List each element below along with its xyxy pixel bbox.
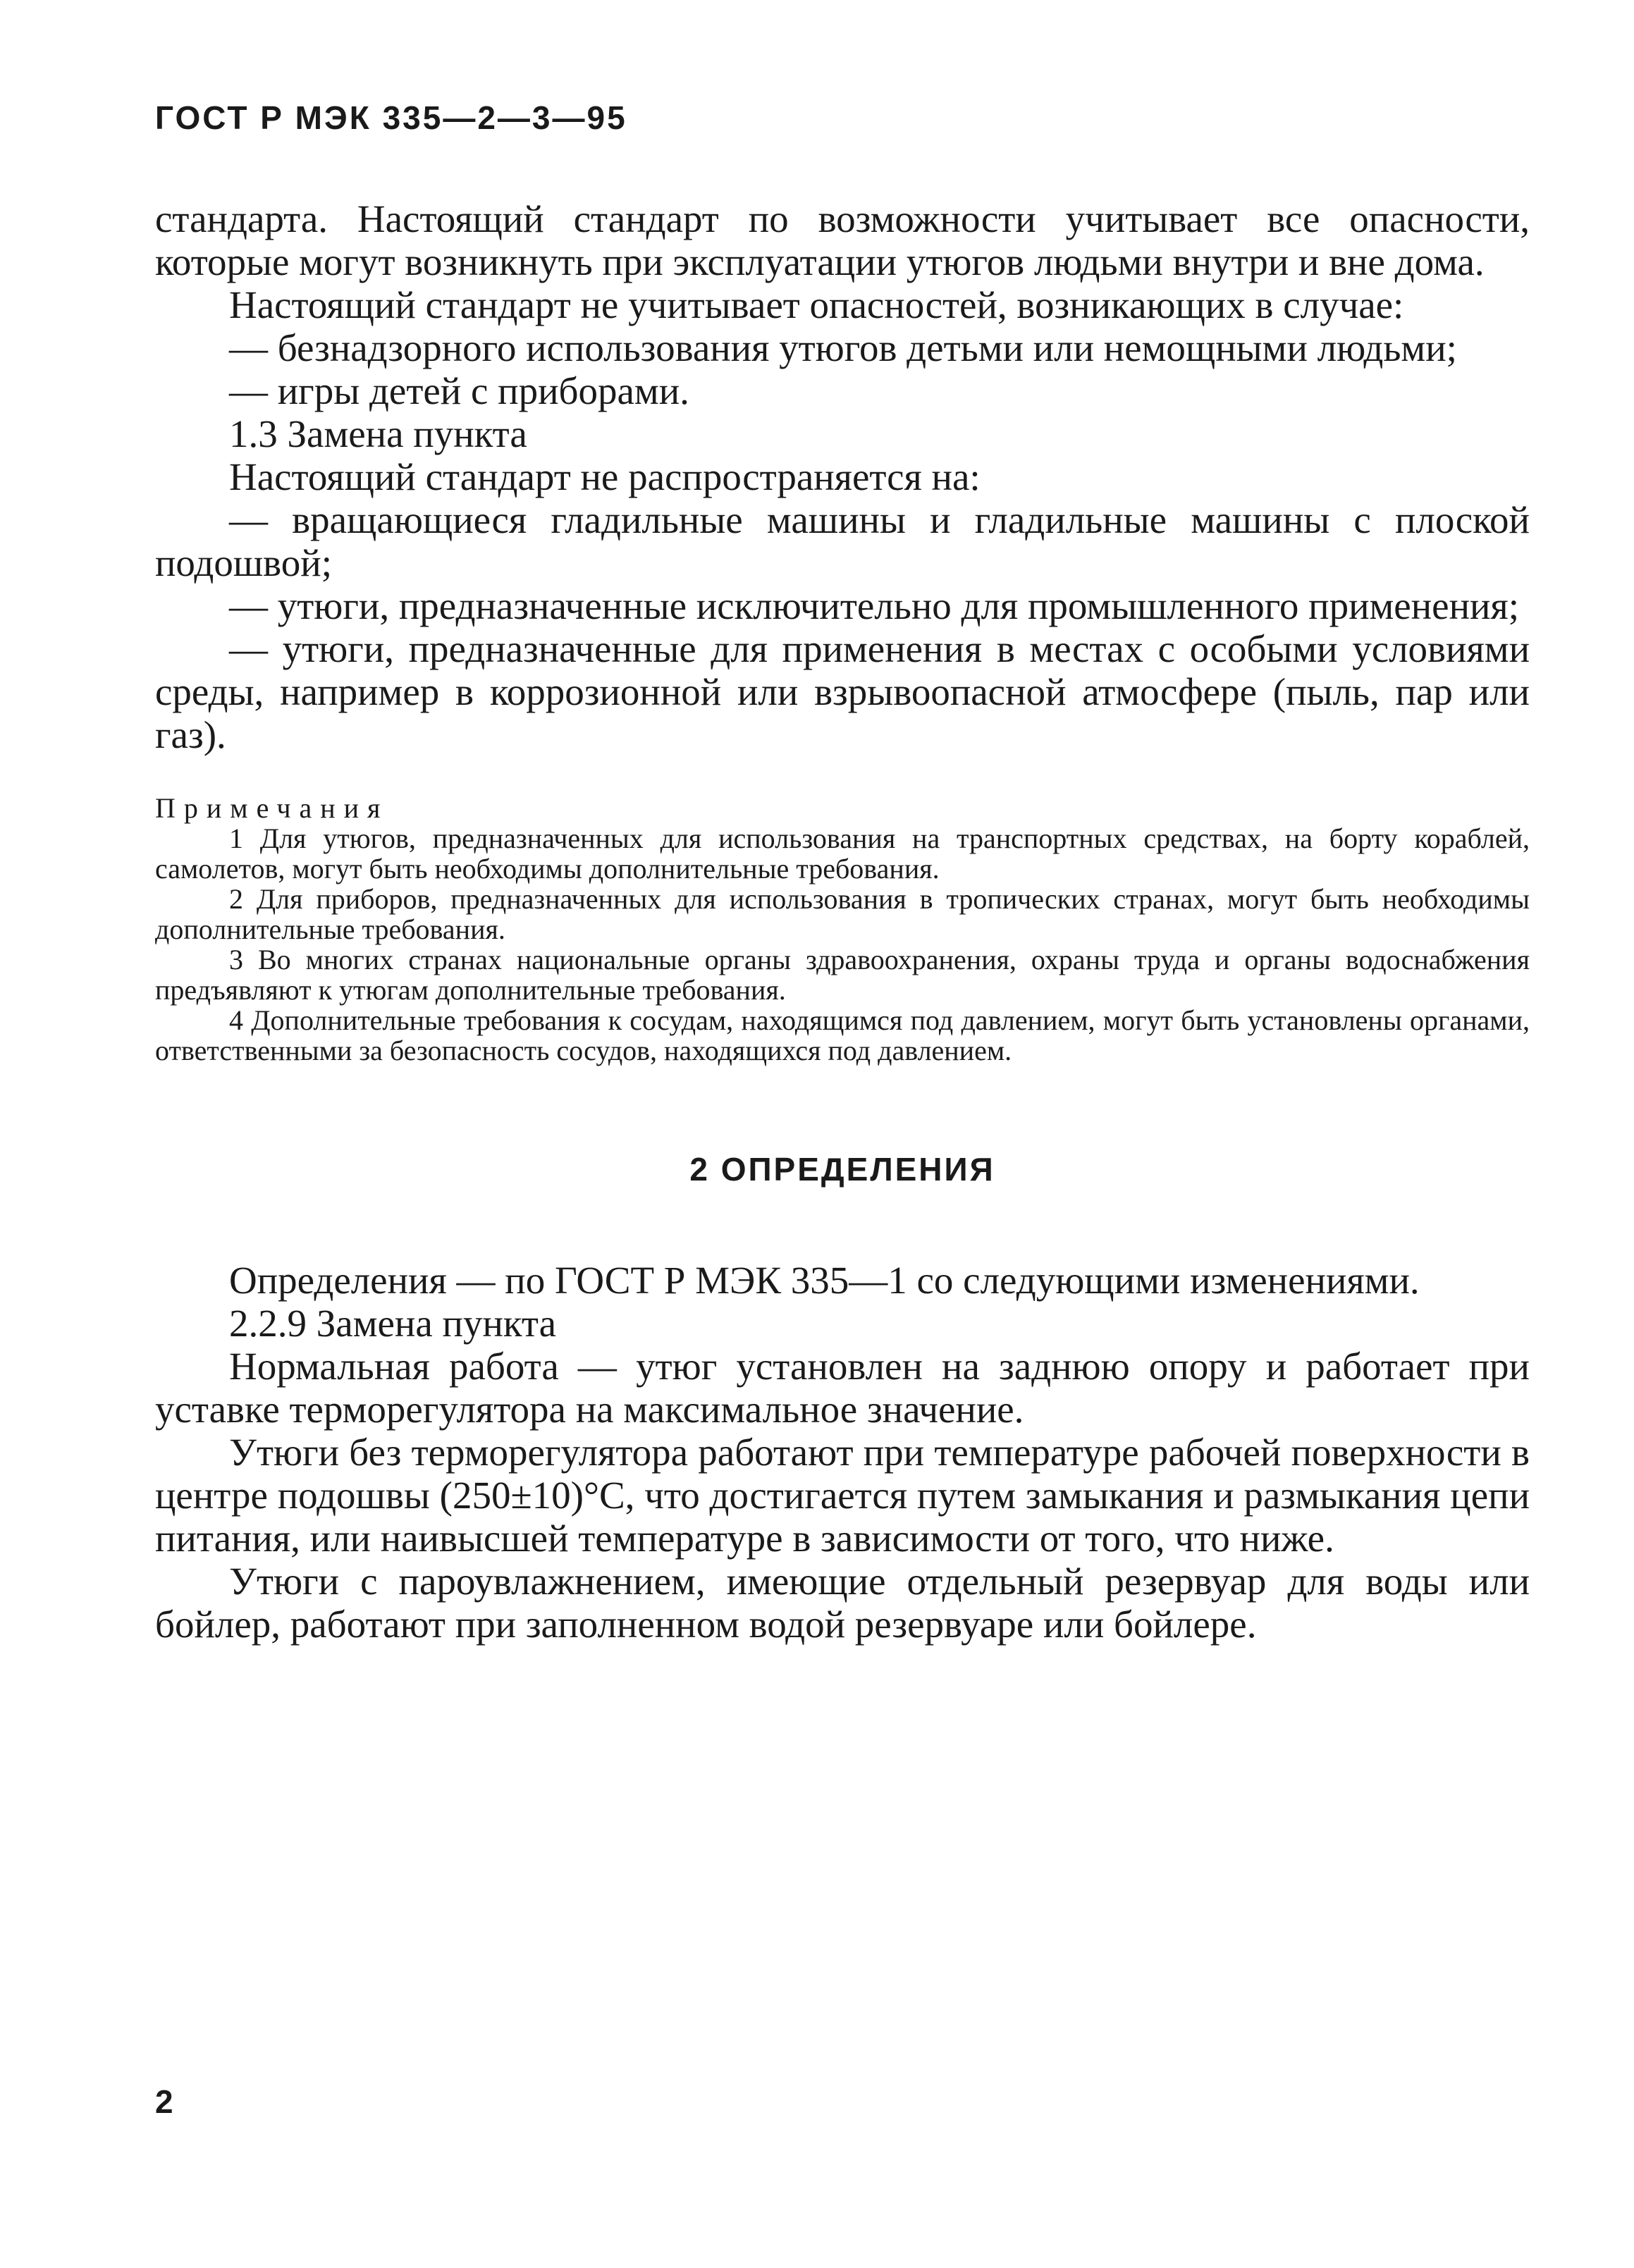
note-item: 4 Дополнительные требования к сосудам, находящимся под давлением, могут быть установлены органами, ответственными за безопасность сосудов, находящихся под давлением. [155,1004,1530,1066]
paragraph: Нормальная работа — утюг установлен на заднюю опору и работает при уставке терморегулятора на максимальное значение. [155,1345,1530,1431]
note-item: 3 Во многих странах национальные органы здравоохранения, охраны труда и органы водоснабжения предъявляют к утюгам дополнительные требования. [155,944,1530,1006]
paragraph: Настоящий стандарт не учитывает опасностей, возникающих в случае: [229,283,1404,326]
list-item: — игры детей с приборами. [229,369,689,412]
notes-block [155,793,1530,1066]
note-item: 2 Для приборов, предназначенных для использования в тропических странах, могут быть необходимы дополнительные требования. [155,883,1530,945]
paragraph: стандарта. Настоящий стандарт по возможности учитывает все опасности, которые могут возникнуть при эксплуатации утюгов людьми внутри и вне дома. [155,197,1530,283]
list-item: — утюги, предназначенные исключительно для промышленного применения; [229,584,1520,627]
paragraph: Утюги без терморегулятора работают при температуре рабочей поверхности в центре подошвы (250±10)°С, что достигается путем замыкания и размыкания цепи питания, или наивысшей температуре в зависимости от того, что ниже. [155,1431,1530,1560]
clause-heading: 1.3 Замена пункта [229,412,527,455]
list-item: — утюги, предназначенные для применения в местах с особыми условиями среды, например в коррозионной или взрывоопасной атмосфере (пыль, пар или газ). [155,627,1530,756]
clause-heading: 2.2.9 Замена пункта [229,1302,557,1345]
paragraph: Утюги с пароувлажнением, имеющие отдельный резервуар для воды или бойлер, работают при заполненном водой резервуаре или бойлере. [155,1560,1530,1646]
note-item: 1 Для утюгов, предназначенных для использования на транспортных средствах, на борту кораблей, самолетов, могут быть необходимы дополнительные требования. [155,822,1530,885]
document-header: ГОСТ Р МЭК 335—2—3—95 [155,99,627,136]
section-title: 2 ОПРЕДЕЛЕНИЯ [689,1151,995,1188]
list-item: — вращающиеся гладильные машины и гладильные машины с плоской подошвой; [155,498,1530,584]
document-body [155,197,1530,1646]
notes-title: Примечания [155,792,389,824]
paragraph: Определения — по ГОСТ Р МЭК 335—1 со следующими изменениями. [229,1259,1420,1302]
paragraph: Настоящий стандарт не распространяется на: [229,455,981,498]
page-number: 2 [155,2083,173,2120]
list-item: — безнадзорного использования утюгов детьми или немощными людьми; [229,326,1457,369]
